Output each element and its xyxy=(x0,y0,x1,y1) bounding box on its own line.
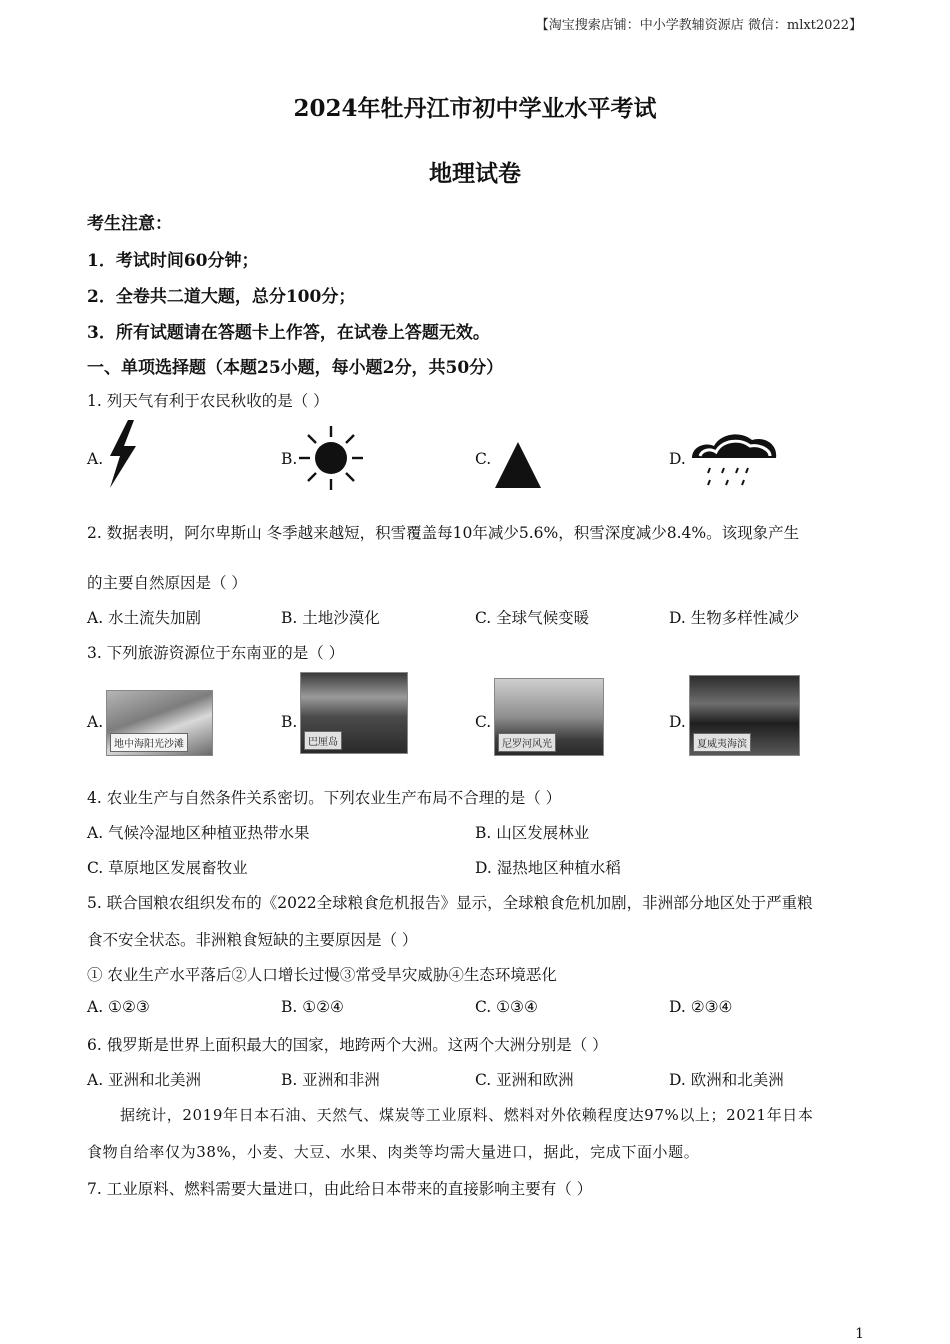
q2-option-b: B. 土地沙漠化 xyxy=(281,609,380,627)
q4-option-c: C. 草原地区发展畜牧业 xyxy=(87,859,248,877)
photo-caption-d: 夏威夷海滨 xyxy=(693,733,751,752)
q2-option-d: D. 生物多样性减少 xyxy=(669,609,800,627)
passage-line-2: 食物自给率仅为38%，小麦、大豆、水果、肉类等均需大量进口，据此，完成下面小题。 xyxy=(87,1143,700,1161)
notice-item-3: 3．所有试题请在答题卡上作答，在试卷上答题无效。 xyxy=(87,323,490,343)
photo-nile-river xyxy=(494,678,604,756)
photo-caption-a: 地中海阳光沙滩 xyxy=(110,733,188,752)
photo-hawaii-beach xyxy=(689,675,800,756)
q5-stem-line-2: 食不安全状态。非洲粮食短缺的主要原因是（ ） xyxy=(87,931,418,949)
q1-option-c-label: C. xyxy=(475,450,492,468)
triangle-icon xyxy=(493,441,543,489)
notice-item-2: 2．全卷共二道大题，总分100分； xyxy=(87,287,356,307)
q5-option-c: C. ①③④ xyxy=(475,998,538,1016)
q6-option-d: D. 欧洲和北美洲 xyxy=(669,1071,784,1089)
q2-option-a: A. 水土流失加剧 xyxy=(87,609,202,627)
section-1-heading: 一、单项选择题（本题25小题，每小题2分，共50分） xyxy=(87,358,504,378)
sun-icon xyxy=(296,424,366,492)
q3-option-c-label: C. xyxy=(475,713,492,731)
q5-option-b: B. ①②④ xyxy=(281,998,344,1016)
exam-title: 2024年牡丹江市初中学业水平考试 xyxy=(293,95,657,122)
exam-subtitle: 地理试卷 xyxy=(429,160,521,187)
q3-option-a-label: A. xyxy=(87,713,104,731)
q5-option-a: A. ①②③ xyxy=(87,998,150,1016)
page-number: 1 xyxy=(855,1326,864,1342)
q4-option-a: A. 气候冷湿地区种植亚热带水果 xyxy=(87,824,310,842)
q5-statements: ① 农业生产水平落后②人口增长过慢③常受旱灾威胁④生态环境恶化 xyxy=(87,966,557,984)
q5-option-d: D. ②③④ xyxy=(669,998,733,1016)
q1-option-d-label: D. xyxy=(669,450,686,468)
q6-option-b: B. 亚洲和非洲 xyxy=(281,1071,380,1089)
header-note: 【淘宝搜索店铺：中小学教辅资源店 微信：mlxt2022】 xyxy=(535,18,862,33)
passage-line-1: 据统计，2019年日本石油、天然气、煤炭等工业原料、燃料对外依赖程度达97%以上；2021年日本 xyxy=(120,1106,814,1124)
notice-item-1: 1．考试时间60分钟； xyxy=(87,251,259,271)
q1-stem: 1. 列天气有利于农民秋收的是（ ） xyxy=(87,392,329,410)
q4-stem: 4. 农业生产与自然条件关系密切。下列农业生产布局不合理的是（ ） xyxy=(87,789,562,807)
photo-mediterranean-beach xyxy=(106,690,213,756)
photo-bali-island xyxy=(300,672,408,754)
q6-option-a: A. 亚洲和北美洲 xyxy=(87,1071,202,1089)
q5-stem-line-1: 5. 联合国粮农组织发布的《2022全球粮食危机报告》显示，全球粮食危机加剧，非洲部分地区处于严重粮 xyxy=(87,894,813,912)
q2-option-c: C. 全球气候变暖 xyxy=(475,609,590,627)
q1-option-a-label: A. xyxy=(87,450,104,468)
q2-stem-line-2: 的主要自然原因是（ ） xyxy=(87,574,247,592)
notice-heading: 考生注意： xyxy=(87,214,172,234)
q7-stem: 7. 工业原料、燃料需要大量进口，由此给日本带来的直接影响主要有（ ） xyxy=(87,1180,593,1198)
q2-stem-line-1: 2. 数据表明，阿尔卑斯山 冬季越来越短，积雪覆盖每10年减少5.6%，积雪深度减少8.4%。该现象产生 xyxy=(87,524,800,542)
q6-option-c: C. 亚洲和欧洲 xyxy=(475,1071,574,1089)
rain-cloud-icon xyxy=(688,428,780,490)
q6-stem: 6. 俄罗斯是世界上面积最大的国家，地跨两个大洲。这两个大洲分别是（ ） xyxy=(87,1036,608,1054)
q4-option-b: B. 山区发展林业 xyxy=(475,824,590,842)
lightning-icon xyxy=(104,420,140,488)
q4-option-d: D. 湿热地区种植水稻 xyxy=(475,859,621,877)
q3-option-d-label: D. xyxy=(669,713,686,731)
photo-caption-c: 尼罗河风光 xyxy=(498,733,556,752)
q3-option-b-label: B. xyxy=(281,713,298,731)
q1-option-b-label: B. xyxy=(281,450,298,468)
photo-caption-b: 巴厘岛 xyxy=(304,731,342,750)
q3-stem: 3. 下列旅游资源位于东南亚的是（ ） xyxy=(87,644,345,662)
